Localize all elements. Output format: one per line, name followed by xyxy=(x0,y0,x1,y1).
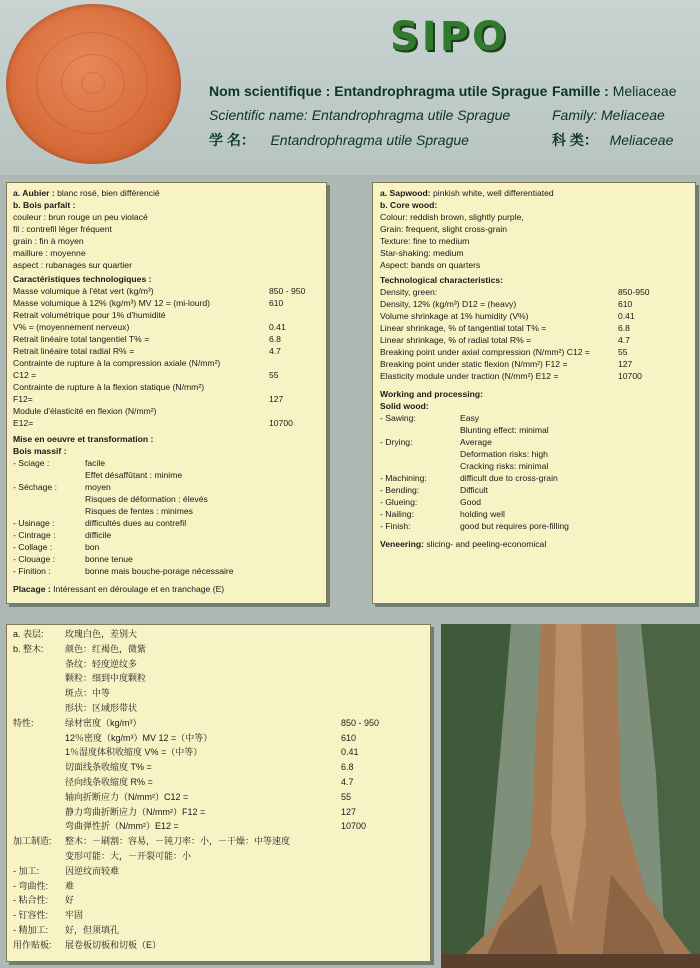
zh-row-value: 0.41 xyxy=(341,747,359,758)
fr-processing-row-label: - Finition : xyxy=(13,566,51,576)
fr-processing-row-value: bon xyxy=(85,542,100,552)
fr-processing-row-value: facile xyxy=(85,458,106,468)
zh-row-text: 弯曲弹性折（N/mm²）E12 = xyxy=(65,821,179,832)
en-tech-row xyxy=(380,322,688,334)
zh-row-label: 用作贴板: xyxy=(13,939,52,950)
en-processing-row-label: - Bending: xyxy=(380,485,420,495)
fr-tech-row-label: Retrait linéaire total radial R% = xyxy=(13,346,135,356)
zh-row-label: - 粘合性: xyxy=(13,895,48,906)
header xyxy=(0,0,700,175)
zh-row xyxy=(13,716,424,731)
en-tech-row-label: Density, 12% (kg/m³) D12 = (heavy) xyxy=(380,299,517,309)
fr-description-line: grain : fin à moyen xyxy=(13,236,84,246)
fr-tech-row xyxy=(13,369,320,381)
fr-description-line: aspect : rubanages sur quartier xyxy=(13,260,132,270)
fr-tech-row xyxy=(13,309,320,321)
family-fr: Famille : Meliaceae xyxy=(552,83,677,99)
en-processing-row-label: - Nailing: xyxy=(380,509,414,519)
en-description-line: Texture: fine to medium xyxy=(380,236,470,246)
en-tech-row-value: 55 xyxy=(618,347,628,357)
zh-row xyxy=(13,849,424,864)
fr-processing-row-label: - Usinage : xyxy=(13,518,55,528)
zh-row-label: a. 表层: xyxy=(13,629,44,639)
family-zh: 科 类： Meliaceae xyxy=(552,132,674,148)
en-processing-row xyxy=(380,448,688,460)
fr-processing-row xyxy=(13,481,320,493)
zh-row-text: 颗粒：细到中度颗粒 xyxy=(65,673,147,684)
zh-row-text: 静力弯曲折断应力（N/mm²）F12 = xyxy=(65,806,206,817)
zh-row-text: 径向线条收缩度 R% = xyxy=(65,776,153,787)
fr-processing-row xyxy=(13,541,320,553)
en-tech-row xyxy=(380,310,688,322)
zh-row xyxy=(13,923,424,938)
scientific-name-zh: 学 名： Entandrophragma utile Sprague xyxy=(209,132,469,148)
en-tech-row xyxy=(380,334,688,346)
en-tech-row-label: Linear shrinkage, % of tangential total T% = xyxy=(380,323,547,333)
en-processing-row-label: - Sawing: xyxy=(380,413,416,423)
fr-description-line: maillure : moyenne xyxy=(13,248,86,258)
fr-processing-row-value: bonne tenue xyxy=(85,554,133,564)
fr-tech-row xyxy=(13,321,320,333)
zh-row-text: 好 xyxy=(65,895,75,906)
fr-tech-row xyxy=(13,393,320,405)
fr-tech-row-label: Retrait volumétrique pour 1% d'humidité xyxy=(13,310,166,320)
zh-row xyxy=(13,686,424,701)
en-tech-row-value: 10700 xyxy=(618,371,642,381)
en-processing-row xyxy=(380,472,688,484)
zh-row-text: 1％湿度体积收缩度 V% =（中等） xyxy=(65,747,203,758)
zh-row xyxy=(13,834,424,849)
zh-row-text: 整木：－刷割：容易，－钝刀率：小，－干燥：中等速度 xyxy=(65,836,291,847)
zh-row-text: 难 xyxy=(65,880,75,891)
zh-row-text: 展卷板切板和切板（E） xyxy=(65,939,162,950)
zh-row xyxy=(13,671,424,686)
fr-tech-row-value: 10700 xyxy=(269,418,293,428)
page-title: SIPO xyxy=(390,14,510,60)
zh-row-text: 轴向折断应力（N/mm²）C12 = xyxy=(65,791,189,802)
fr-tech-row xyxy=(13,405,320,417)
en-tech-row xyxy=(380,286,688,298)
en-tech-row-value: 850-950 xyxy=(618,287,650,297)
zh-row-text: 变形可能：大，－开裂可能：小 xyxy=(65,850,192,861)
fr-processing-row-label: - Collage : xyxy=(13,542,53,552)
fr-tech-row-label: Masse volumique à l'état vert (kg/m³) xyxy=(13,286,154,296)
en-processing-row-value: Deformation risks: high xyxy=(460,449,548,459)
zh-row xyxy=(13,879,424,894)
family-en: Family: Meliaceae xyxy=(552,107,665,123)
en-tech-row-label: Density, green: xyxy=(380,287,438,297)
fr-processing-row-value: moyen xyxy=(85,482,111,492)
zh-row xyxy=(13,731,424,746)
fr-tech-row xyxy=(13,417,320,429)
fr-processing-row-label: - Clouage : xyxy=(13,554,56,564)
zh-row xyxy=(13,642,424,657)
zh-row-label: - 钉容性: xyxy=(13,910,48,921)
zh-row-label: - 精加工: xyxy=(13,924,48,935)
en-tech-row xyxy=(380,358,688,370)
zh-row-value: 127 xyxy=(341,806,357,817)
en-tech-row-label: Breaking point under axial compression (N/mm²) C12 = xyxy=(380,347,590,357)
en-tech-row xyxy=(380,298,688,310)
wood-cross-section-image xyxy=(6,4,181,164)
zh-row-text: 牢固 xyxy=(65,910,84,921)
fr-tech-row-label: Contrainte de rupture à la flexion statique (N/mm²) xyxy=(13,382,205,392)
fr-tech-row-value: 55 xyxy=(269,370,279,380)
en-processing-row-value: difficult due to cross-grain xyxy=(460,473,558,483)
en-processing-row-value: Cracking risks: minimal xyxy=(460,461,549,471)
en-description-line: Aspect: bands on quarters xyxy=(380,260,481,270)
fr-processing-row xyxy=(13,457,320,469)
zh-row-value: 55 xyxy=(341,791,352,802)
zh-row-text: 条纹：轻度逆纹多 xyxy=(65,658,138,669)
en-processing-row-value: Average xyxy=(460,437,492,447)
en-description-line: Star-shaking: medium xyxy=(380,248,464,258)
fr-tech-row-value: 0.41 xyxy=(269,322,286,332)
fr-processing-row-label: - Sciage : xyxy=(13,458,50,468)
zh-row-label: - 弯曲性: xyxy=(13,880,48,891)
zh-row-label: b. 整木: xyxy=(13,643,44,654)
zh-row xyxy=(13,657,424,672)
fr-tech-row-label: Module d'élasticité en flexion (N/mm²) xyxy=(13,406,157,416)
zh-row-label: - 加工: xyxy=(13,865,39,876)
fr-tech-row-label: Retrait linéaire total tangentiel T% = xyxy=(13,334,150,344)
fr-processing-row xyxy=(13,505,320,517)
zh-row-text: 颜色：红褐色，微紫 xyxy=(65,643,147,654)
zh-row xyxy=(13,760,424,775)
en-processing-row xyxy=(380,460,688,472)
fr-processing-row-value: bonne mais bouche-porage nécessaire xyxy=(85,566,234,576)
en-processing-row xyxy=(380,520,688,532)
zh-row-value: 850 - 950 xyxy=(341,717,380,728)
fr-processing-row-value: Effet désaffûtant : minime xyxy=(85,470,183,480)
fr-tech-row-label: Masse volumique à 12% (kg/m³) MV 12 = (mi-lourd) xyxy=(13,298,211,308)
en-processing-row-label: - Glueing: xyxy=(380,497,418,507)
zh-row xyxy=(13,745,424,760)
zh-row xyxy=(13,908,424,923)
fr-tech-row-value: 610 xyxy=(269,298,284,308)
fr-tech-row xyxy=(13,357,320,369)
en-processing-row xyxy=(380,436,688,448)
fr-tech-row-label: E12= xyxy=(13,418,34,428)
zh-row xyxy=(13,819,424,834)
en-tech-row xyxy=(380,370,688,382)
zh-row xyxy=(13,775,424,790)
zh-row-value: 4.7 xyxy=(341,776,354,787)
french-panel: a. Aubier : blanc rosé, bien différencié b. Bois parfait : couleur : brun rouge un peu violacé fil : contrefil léger fréquent grain : fin à moyen maillure : moyenne aspect : rubanages sur quartier Caractéristiques technologiques : Masse volumique à l'état vert (kg/m³) 850 - 950 Masse volumique à 12% (kg/m³) MV 12 = (mi-lourd) 610 Retrait volumétrique pour 1% d'humidité V% = (moyennement nerveux) 0.41 Retrait linéaire total tangentiel T% = 6.8 Retrait linéaire total radial R% = 4.7 Contrainte de rupture à la compression axiale (N/mm²) C12 = 55 Contrainte de rupture à la flexion statique (N/mm²) F12= 127 Module d'élasticité en flexion (N/mm²) E12= 10700 Mise en oeuvre et transformation : Bois massif : - Sciage : facile Effet désaffûtant : minime - Séchage : moyen Risques de déformation : élevés Risques de fentes : minimes - Usinage : difficultés dues au contrefil - Cintrage : difficile - Collage : bon - Clouage : bonne tenue - Finition : bonne mais bouche-porage nécessaire Placage : Intéressant en déroulage et en tranchage (E) xyxy=(6,182,327,604)
fr-processing-row-value: difficile xyxy=(85,530,112,540)
fr-tech-row-value: 850 - 950 xyxy=(269,286,306,296)
zh-row-text: 因逆纹而较难 xyxy=(65,865,120,876)
fr-processing-row-label: - Séchage : xyxy=(13,482,57,492)
fr-processing-row xyxy=(13,553,320,565)
zh-row xyxy=(13,893,424,908)
en-processing-row-value: holding well xyxy=(460,509,505,519)
zh-row-label: 特性: xyxy=(13,717,34,728)
fr-processing-row xyxy=(13,565,320,577)
chinese-panel xyxy=(6,624,431,962)
en-tech-row-value: 127 xyxy=(618,359,633,369)
en-tech-row-label: Breaking point under static flexion (N/mm²) F12 = xyxy=(380,359,568,369)
fr-tech-row-value: 4.7 xyxy=(269,346,281,356)
fr-tech-row-value: 127 xyxy=(269,394,284,404)
zh-row xyxy=(13,864,424,879)
zh-row-text: 绿材密度（kg/m³） xyxy=(65,717,142,728)
en-tech-row-label: Volume shrinkage at 1% humidity (V%) xyxy=(380,311,529,321)
zh-row xyxy=(13,805,424,820)
en-processing-row-value: Easy xyxy=(460,413,480,423)
en-processing-row xyxy=(380,496,688,508)
fr-tech-row-label: F12= xyxy=(13,394,33,404)
fr-tech-row-value: 6.8 xyxy=(269,334,281,344)
en-tech-row-value: 0.41 xyxy=(618,311,635,321)
en-tech-row-value: 6.8 xyxy=(618,323,630,333)
fr-description-line: couleur : brun rouge un peu violacé xyxy=(13,212,148,222)
fr-processing-row xyxy=(13,493,320,505)
zh-row xyxy=(13,938,424,953)
en-tech-row-label: Linear shrinkage, % of radial total R% = xyxy=(380,335,532,345)
zh-row-text: 形状：区域形带状 xyxy=(65,702,138,713)
fr-tech-row-label: V% = (moyennement nerveux) xyxy=(13,322,130,332)
scientific-name-en: Scientific name: Entandrophragma utile Sprague xyxy=(209,107,511,123)
fr-processing-row-value: Risques de fentes : minimes xyxy=(85,506,193,516)
fr-tech-row xyxy=(13,345,320,357)
fr-processing-row xyxy=(13,469,320,481)
scientific-name-fr: Nom scientifique : Entandrophragma utile Sprague xyxy=(209,83,548,99)
en-description-line: Grain: frequent, slight cross-grain xyxy=(380,224,508,234)
zh-row xyxy=(13,627,424,642)
en-processing-row xyxy=(380,484,688,496)
zh-row-text: 切面线条收缩度 T% = xyxy=(65,762,152,773)
zh-row-text: 玫瑰白色，差别大 xyxy=(65,629,138,639)
en-description-line: Colour: reddish brown, slightly purple, xyxy=(380,212,524,222)
fr-tech-row xyxy=(13,381,320,393)
zh-row-text: 斑点：中等 xyxy=(65,688,111,699)
zh-row xyxy=(13,790,424,805)
zh-row-text: 12％密度（kg/m³）MV 12 =（中等） xyxy=(65,732,213,743)
en-processing-row-value: Difficult xyxy=(460,485,489,495)
zh-row-text: 好，但须填孔 xyxy=(65,924,120,935)
en-processing-row xyxy=(380,508,688,520)
zh-row-value: 10700 xyxy=(341,821,367,832)
zh-row-label: 加工制造: xyxy=(13,836,52,847)
fr-tech-row-label: Contrainte de rupture à la compression axiale (N/mm²) xyxy=(13,358,221,368)
en-processing-row-value: Good xyxy=(460,497,482,507)
fr-processing-row xyxy=(13,517,320,529)
tree-trunk-photo xyxy=(441,624,700,968)
zh-row-value: 610 xyxy=(341,732,357,743)
en-processing-row-label: - Machining: xyxy=(380,473,427,483)
en-processing-row xyxy=(380,412,688,424)
en-tech-row-label: Elasticity module under traction (N/mm²) E12 = xyxy=(380,371,559,381)
en-tech-row-value: 610 xyxy=(618,299,633,309)
fr-tech-row-label: C12 = xyxy=(13,370,37,380)
en-tech-row-value: 4.7 xyxy=(618,335,630,345)
fr-description-line: fil : contrefil léger fréquent xyxy=(13,224,112,234)
en-processing-row-value: Blunting effect: minimal xyxy=(460,425,549,435)
en-processing-row xyxy=(380,424,688,436)
fr-processing-row xyxy=(13,529,320,541)
fr-processing-row-value: Risques de déformation : élevés xyxy=(85,494,208,504)
fr-tech-row xyxy=(13,333,320,345)
en-processing-row-label: - Drying: xyxy=(380,437,413,447)
en-tech-row xyxy=(380,346,688,358)
fr-tech-row xyxy=(13,297,320,309)
en-processing-row-label: - Finish: xyxy=(380,521,411,531)
zh-row xyxy=(13,701,424,716)
zh-row-value: 6.8 xyxy=(341,762,354,773)
en-processing-row-value: good but requires pore-filling xyxy=(460,521,569,531)
english-panel: a. Sapwood: pinkish white, well differentiated b. Core wood: Colour: reddish brown, slightly purple, Grain: frequent, slight cross-grain Texture: fine to medium Star-shaking: medium Aspect: bands on quarters Technological characteristics: Density, green: 850-950 Density, 12% (kg/m³) D12 = (heavy) 610 Volume shrinkage at 1% humidity (V%) 0.41 Linear shrinkage, % of tangential total T% = 6.8 Linear shrinkage, % of radial total R% = 4.7 Breaking point under axial compression (N/mm²) C12 = 55 Breaking point under static flexion (N/mm²) F12 = 127 Elasticity module under traction (N/mm²) E12 = 10700 Working and processing: Solid wood: - Sawing: Easy Blunting effect: minimal - Drying: Average Deformation risks: high Cracking risks: minimal - Machining: difficult due to cross-grain - Bending: Difficult - Glueing: Good - Nailing: holding well - Finish: good but requires pore-filling Veneering: slicing- and peeling-economical xyxy=(372,182,696,604)
fr-processing-row-label: - Cintrage : xyxy=(13,530,56,540)
fr-processing-row-value: difficultés dues au contrefil xyxy=(85,518,187,528)
fr-tech-row xyxy=(13,285,320,297)
